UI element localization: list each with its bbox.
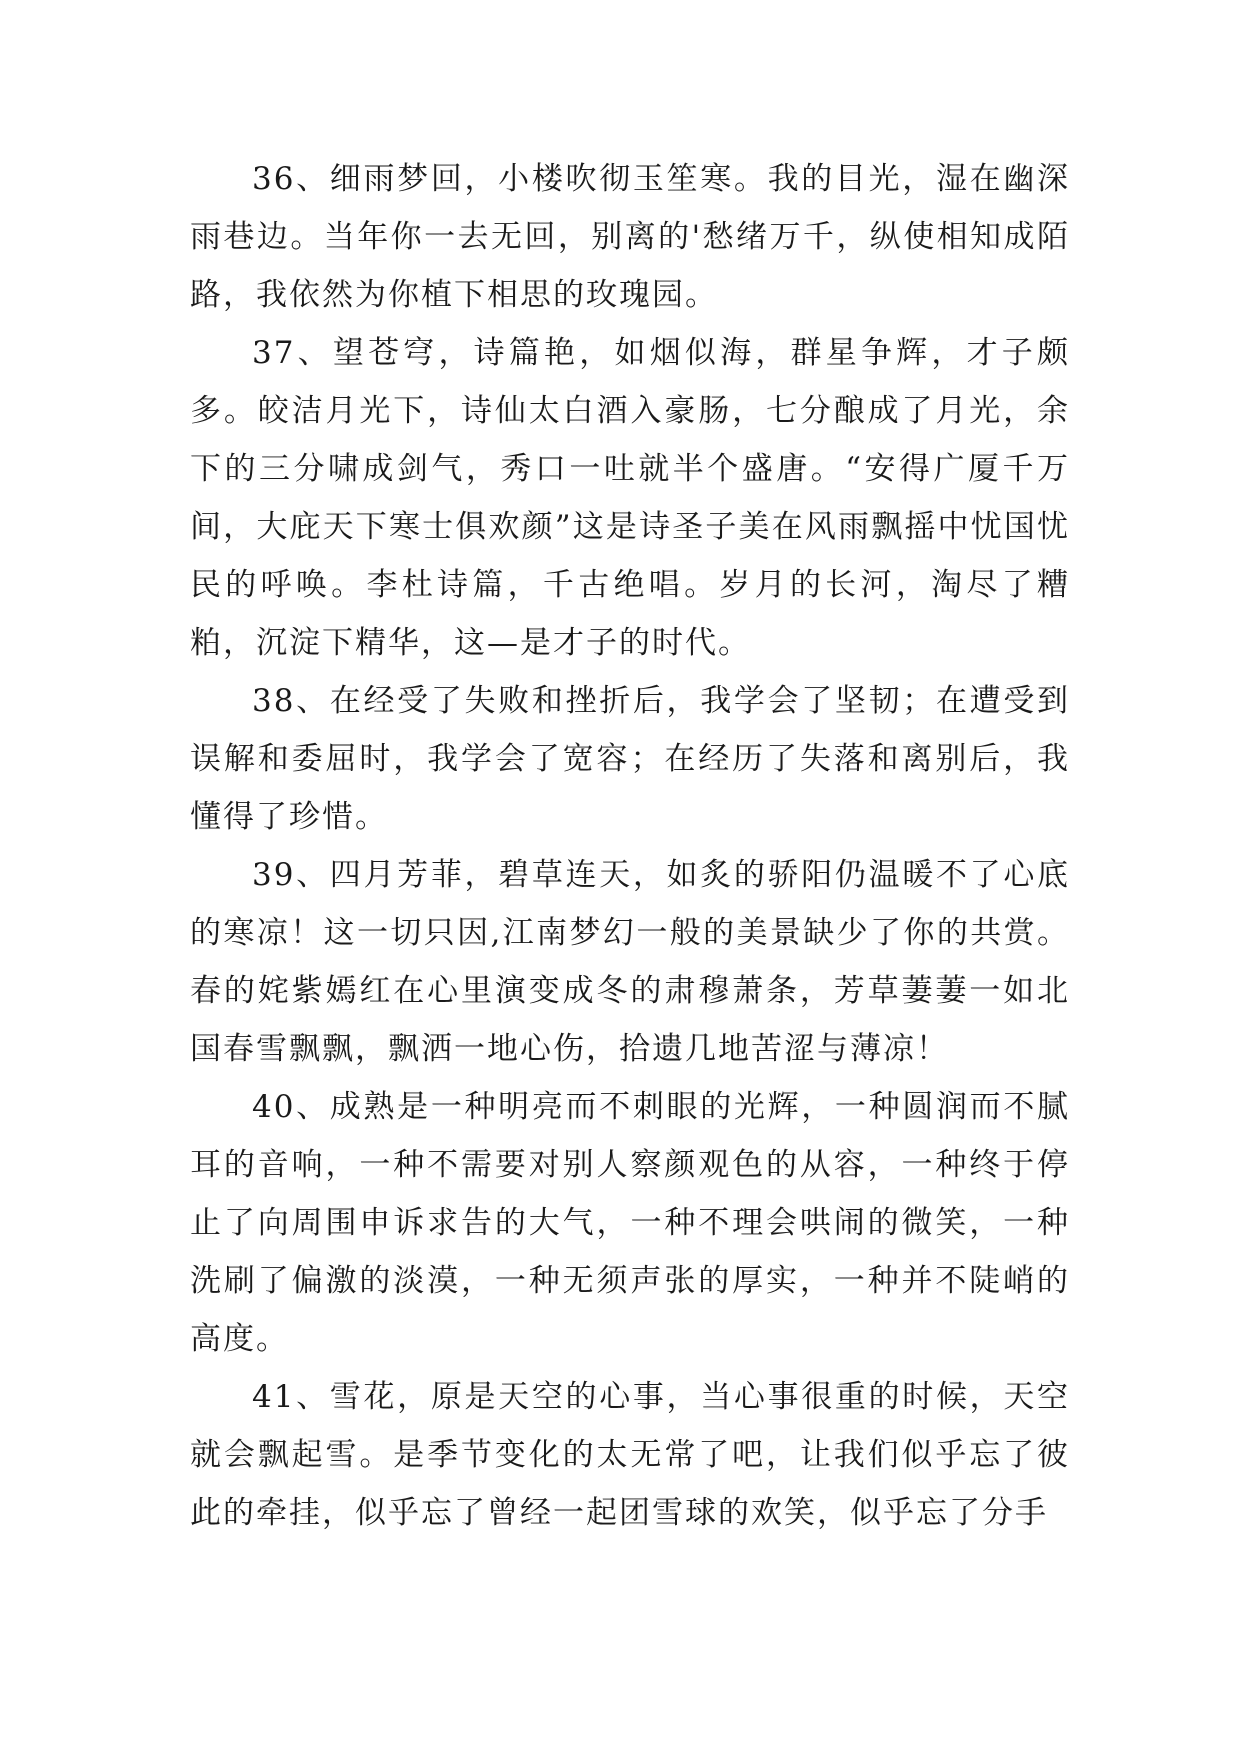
paragraph-38: 38、在经受了失败和挫折后，我学会了坚韧；在遭受到误解和委屈时，我学会了宽容；在经历了失落和离别后，我懂得了珍惜。 [190,683,1070,835]
paragraph-36: 36、细雨梦回，小楼吹彻玉笙寒。我的目光，湿在幽深雨巷边。当年你一去无回，别离的'愁绪万千，纵使相知成陌路，我依然为你植下相思的玫瑰园。 [190,161,1070,313]
paragraph-39: 39、四月芳菲，碧草连天，如炙的骄阳仍温暖不了心底的寒凉！这一切只因,江南梦幻一般的美景缺少了你的共赏。春的姹紫嫣红在心里演变成冬的肃穆萧条，芳草萋萋一如北国春雪飘飘，飘洒一地心伤，拾遗几地苦涩与薄凉！ [190,857,1070,1067]
paragraph-41: 41、雪花，原是天空的心事，当心事很重的时候，天空就会飘起雪。是季节变化的太无常了吧，让我们似乎忘了彼此的牵挂，似乎忘了曾经一起团雪球的欢笑，似乎忘了分手 [190,1379,1070,1531]
document-body [190,150,1070,1542]
paragraph-40: 40、成熟是一种明亮而不刺眼的光辉，一种圆润而不腻耳的音响，一种不需要对别人察颜观色的从容，一种终于停止了向周围申诉求告的大气，一种不理会哄闹的微笑，一种洗刷了偏激的淡漠，一种无须声张的厚实，一种并不陡峭的高度。 [190,1089,1070,1357]
paragraph-37: 37、望苍穹，诗篇艳，如烟似海，群星争辉，才子颇多。皎洁月光下，诗仙太白酒入豪肠，七分酿成了月光，余下的三分啸成剑气，秀口一吐就半个盛唐。“安得广厦千万间，大庇天下寒士俱欢颜”这是诗圣子美在风雨飘摇中忧国忧民的呼唤。李杜诗篇，千古绝唱。岁月的长河，淘尽了糟粕，沉淀下精华，这—是才子的时代。 [190,335,1070,661]
